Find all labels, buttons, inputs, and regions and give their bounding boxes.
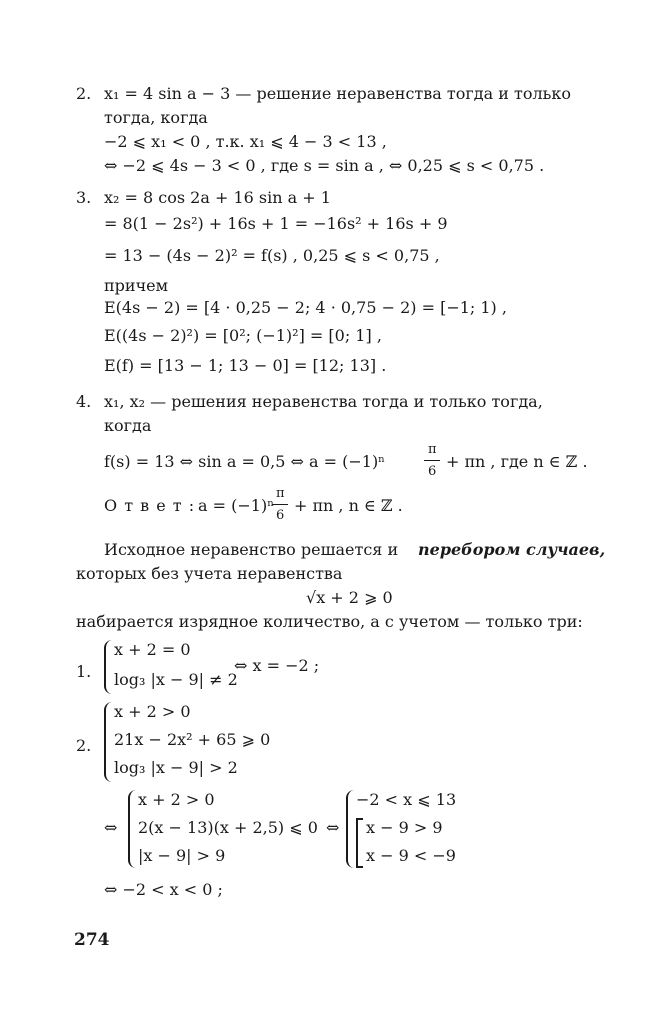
text-line: тогда, когда — [104, 108, 208, 127]
answer-label: О т в е т : — [104, 496, 196, 515]
system-row: x − 9 > 9 — [366, 818, 443, 837]
answer-formula: + πn , n ∈ ℤ . — [294, 496, 403, 515]
case-number: 1. — [76, 662, 92, 681]
fraction-numerator: π — [276, 486, 285, 501]
system-row: x + 2 > 0 — [138, 790, 215, 809]
emphasis-text: перебором случаев, — [418, 540, 606, 559]
paragraph-text: набирается изрядное количество, а с учетом — только три: — [76, 612, 583, 631]
system-row: 21x − 2x² + 65 ⩾ 0 — [114, 730, 271, 749]
system-row: |x − 9| > 9 — [138, 846, 226, 865]
fraction-bar — [272, 504, 288, 505]
system-row: x + 2 = 0 — [114, 640, 191, 659]
system-row: log₃ |x − 9| ≠ 2 — [114, 670, 238, 689]
text-line: x₁, x₂ — решения неравенства тогда и только тогда, — [104, 392, 543, 411]
text-line: когда — [104, 416, 152, 435]
item-number: 2. — [76, 84, 92, 103]
fraction-bar — [424, 460, 440, 461]
system-row: −2 < x ⩽ 13 — [356, 790, 457, 809]
equivalence-sign: ⇔ — [326, 818, 340, 837]
formula-line: f(s) = 13 ⇔ sin a = 0,5 ⇔ a = (−1)ⁿ — [104, 452, 386, 471]
fraction-denominator: 6 — [428, 464, 437, 479]
system-row: log₃ |x − 9| > 2 — [114, 758, 238, 777]
formula-line: ⇔ −2 ⩽ 4s − 3 < 0 , где s = sin a , ⇔ 0,25 ⩽ s < 0,75 . — [104, 156, 545, 175]
paragraph-text: Исходное неравенство решается и — [104, 540, 399, 559]
system-row: 2(x − 13)(x + 2,5) ⩽ 0 — [138, 818, 318, 837]
formula-line: = 8(1 − 2s²) + 16s + 1 = −16s² + 16s + 9 — [104, 214, 448, 233]
union-bracket — [356, 818, 363, 868]
case-result: ⇔ x = −2 ; — [234, 656, 320, 675]
system-brace — [346, 790, 354, 868]
formula-line: E(4s − 2) = [4 · 0,25 − 2; 4 · 0,75 − 2) = [−1; 1) , — [104, 298, 507, 317]
case-number: 2. — [76, 736, 92, 755]
answer-formula: a = (−1)ⁿ — [198, 496, 275, 515]
paragraph-text: которых без учета неравенства — [76, 564, 343, 583]
system-brace — [128, 790, 136, 868]
formula-line: = 13 − (4s − 2)² = f(s) , 0,25 ⩽ s < 0,75 , — [104, 246, 440, 265]
system-row: x − 9 < −9 — [366, 846, 456, 865]
system-row: x + 2 > 0 — [114, 702, 191, 721]
fraction-numerator: π — [428, 442, 437, 457]
formula-line: E(f) = [13 − 1; 13 − 0] = [12; 13] . — [104, 356, 387, 375]
item-number: 3. — [76, 188, 92, 207]
system-brace — [104, 640, 112, 694]
formula-line: + πn , где n ∈ ℤ . — [446, 452, 588, 471]
text-line: причем — [104, 276, 169, 295]
fraction-denominator: 6 — [276, 508, 285, 523]
formula-line: E((4s − 2)²) = [0²; (−1)²] = [0; 1] , — [104, 326, 382, 345]
system-brace — [104, 702, 112, 782]
page-number: 274 — [74, 930, 110, 950]
text-line: x₁ = 4 sin a − 3 — решение неравенства тогда и только — [104, 84, 571, 103]
formula-line: −2 ⩽ x₁ < 0 , т.к. x₁ ⩽ 4 − 3 < 13 , — [104, 132, 387, 151]
item-number: 4. — [76, 392, 92, 411]
sqrt-formula: √x + 2 ⩾ 0 — [306, 588, 393, 607]
equivalence-sign: ⇔ — [104, 818, 118, 837]
formula-line: x₂ = 8 cos 2a + 16 sin a + 1 — [104, 188, 331, 207]
case-result: ⇔ −2 < x < 0 ; — [104, 880, 223, 899]
